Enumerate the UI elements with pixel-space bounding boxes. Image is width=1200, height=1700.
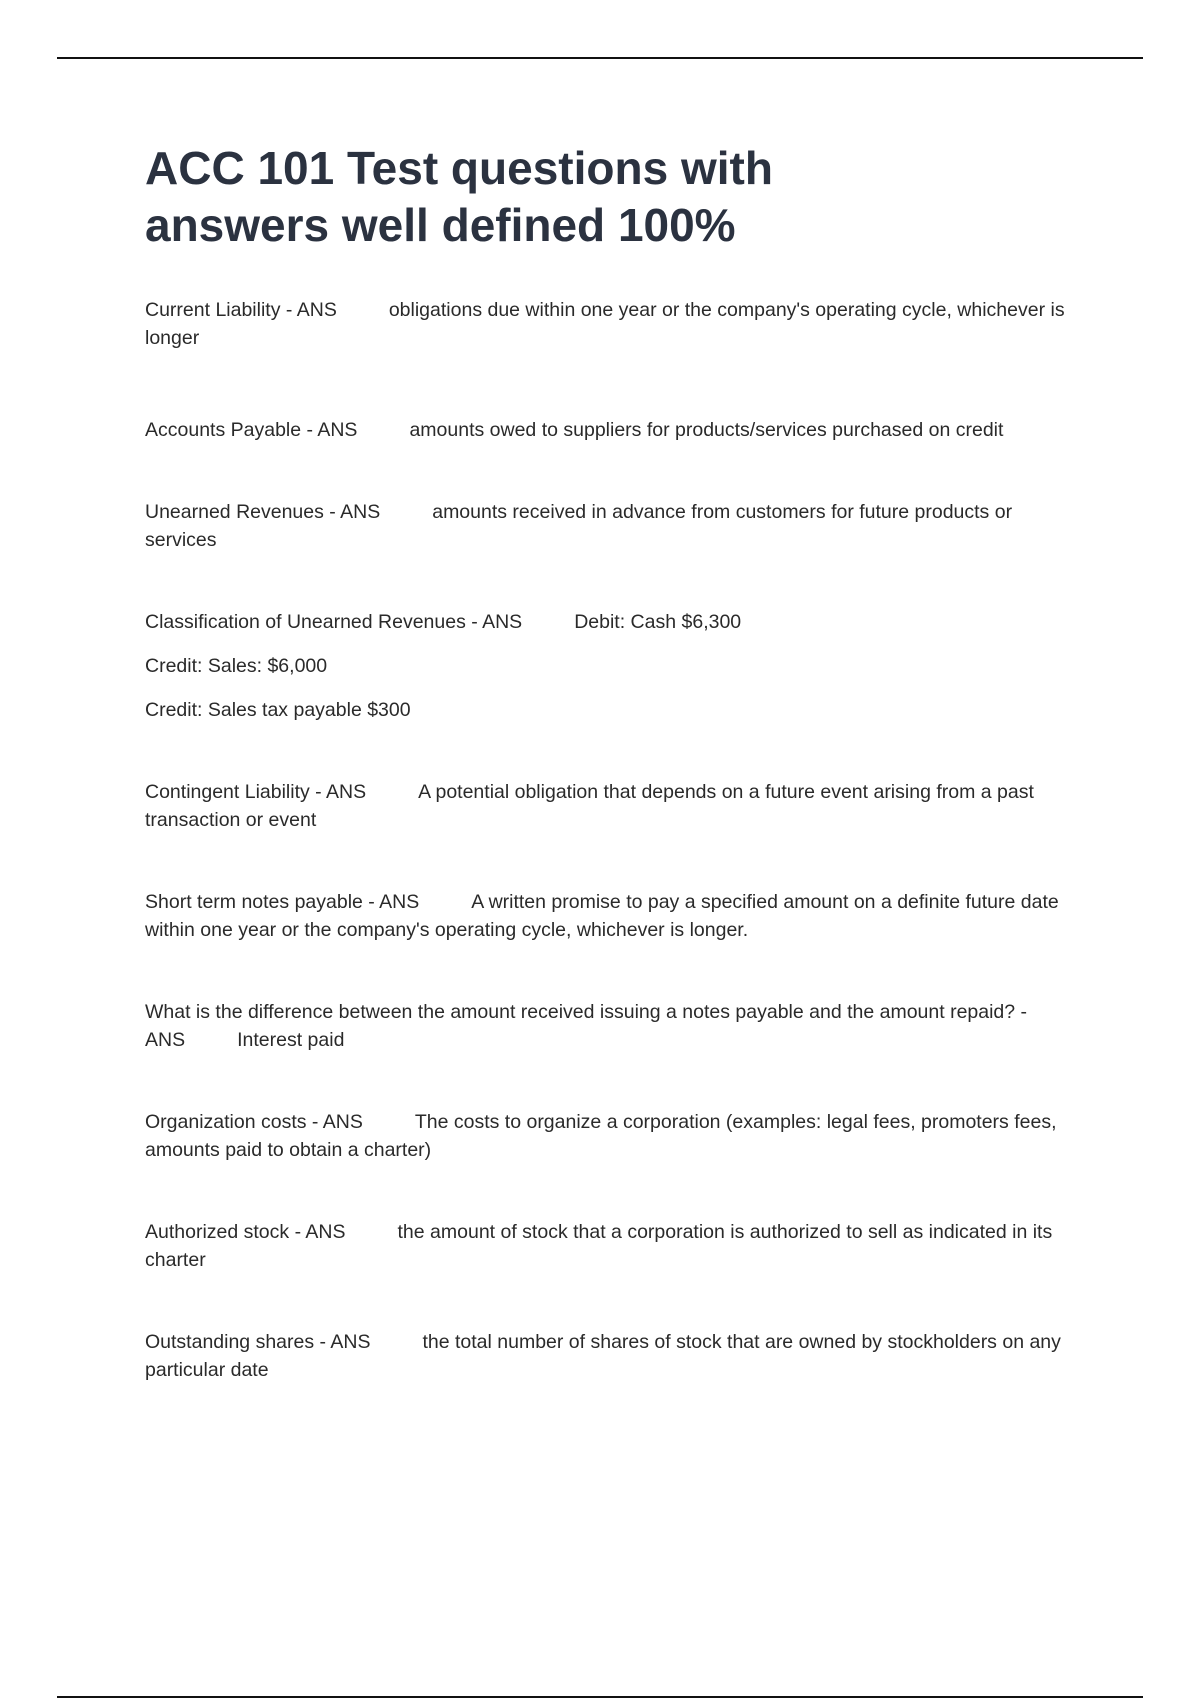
- qa-item-classification-unearned-revenues: [145, 608, 1065, 724]
- qa-question: Classification of Unearned Revenues - ANS: [145, 611, 523, 633]
- qa-question: Organization costs - ANS: [145, 1111, 363, 1133]
- qa-question: Contingent Liability - ANS: [145, 781, 367, 803]
- qa-answer: The costs to organize a corporation (examples: legal fees, promoters fees, amounts paid to obtain a charter): [145, 1111, 1057, 1161]
- qa-list: [145, 296, 1065, 1384]
- document-title: [145, 140, 1065, 254]
- qa-item-authorized-stock: [145, 1218, 1065, 1274]
- bottom-rule: [57, 1696, 1143, 1698]
- qa-answer: obligations due within one year or the company's operating cycle, whichever is longer: [145, 299, 1065, 349]
- qa-item-notes-payable-difference: [145, 998, 1065, 1054]
- qa-answer-line: Credit: Sales: $6,000: [145, 655, 328, 677]
- qa-answer: amounts received in advance from customers for future products or services: [145, 501, 1013, 551]
- document-body: [145, 140, 1065, 1384]
- qa-answer: the total number of shares of stock that are owned by stockholders on any particular date: [145, 1331, 1061, 1381]
- qa-answer: the amount of stock that a corporation is authorized to sell as indicated in its charter: [145, 1221, 1053, 1271]
- title-line-2: answers well defined 100%: [145, 199, 736, 251]
- qa-answer: Debit: Cash $6,300: [574, 611, 742, 633]
- title-line-1: ACC 101 Test questions with: [145, 142, 773, 194]
- qa-question: Short term notes payable - ANS: [145, 891, 420, 913]
- qa-item-outstanding-shares: [145, 1328, 1065, 1384]
- qa-answer-line: Credit: Sales tax payable $300: [145, 699, 411, 721]
- qa-item-unearned-revenues: [145, 498, 1065, 554]
- qa-item-accounts-payable: [145, 416, 1065, 444]
- qa-question: What is the difference between the amount received issuing a notes payable and the amount repaid? - ANS: [145, 1001, 1028, 1051]
- qa-item-contingent-liability: [145, 778, 1065, 834]
- qa-item-organization-costs: [145, 1108, 1065, 1164]
- qa-answer: A written promise to pay a specified amount on a definite future date within one year or the company's operating cycle, whichever is longer.: [145, 891, 1059, 941]
- qa-question: Outstanding shares - ANS: [145, 1331, 371, 1353]
- qa-question: Current Liability - ANS: [145, 299, 337, 321]
- qa-answer: A potential obligation that depends on a future event arising from a past transaction or event: [145, 781, 1034, 831]
- qa-item-current-liability: [145, 296, 1065, 352]
- qa-item-short-term-notes: [145, 888, 1065, 944]
- top-rule: [57, 57, 1143, 59]
- qa-answer: Interest paid: [237, 1029, 345, 1051]
- qa-question: Accounts Payable - ANS: [145, 419, 358, 441]
- qa-question: Unearned Revenues - ANS: [145, 501, 381, 523]
- qa-answer: amounts owed to suppliers for products/services purchased on credit: [409, 419, 1004, 441]
- qa-question: Authorized stock - ANS: [145, 1221, 346, 1243]
